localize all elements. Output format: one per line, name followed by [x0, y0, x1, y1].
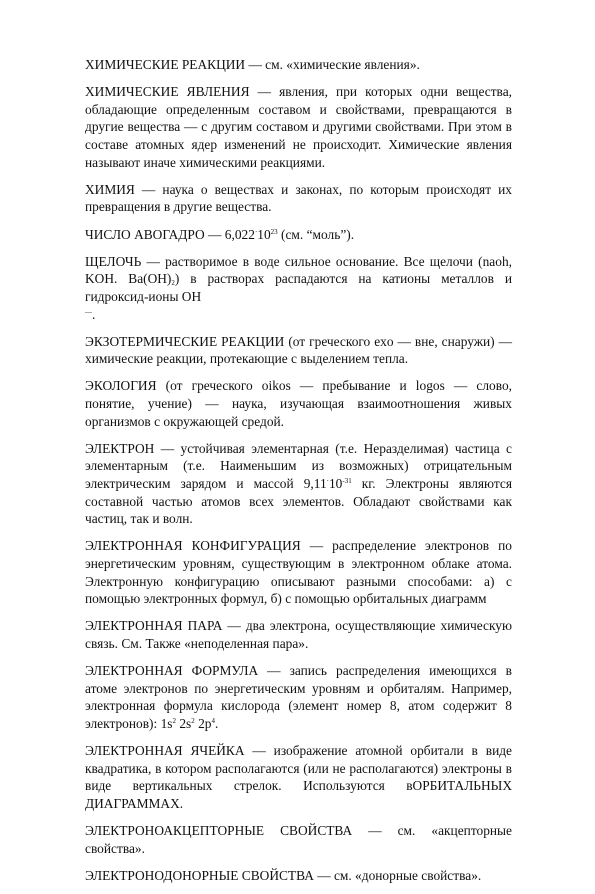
entry-electron-donor: ЭЛЕКТРОНОДОНОРНЫЕ СВОЙСТВА — см. «донорные свойства».	[85, 867, 482, 883]
electron-text-1: ЭЛЕКТРОН — устойчивая элементарная (т.е. Неразделимая) частица с элементарным (т.е. Наименьшим из возможных) отрицательным электрическим зарядом и массой 9,11	[85, 440, 512, 492]
entry-chemical-phenomena: ХИМИЧЕСКИЕ ЯВЛЕНИЯ — явления, при которых одни вещества, обладающие определенным составом и свойствами, превращаются в другие вещества — с другим составом и другими свойствами. При этом в составе атомных ядер изменений не происходит. Химические явления называют иначе химическими реакциями.	[85, 84, 512, 170]
entry-electron	[85, 440, 512, 528]
formula-2p: 2p	[194, 715, 212, 731]
entry-exothermic: ЭКЗОТЕРМИЧЕСКИЕ РЕАКЦИИ (от греческого exo — вне, снаружи) — химические реакции, протекающие с выделением тепла.	[85, 333, 512, 367]
alkali-subscript: 2	[171, 279, 175, 288]
avogadro-dot: ·	[254, 227, 258, 236]
avogadro-prefix: ЧИСЛО АВОГАДРО — 6,022	[85, 226, 255, 242]
electron-dot: ·	[326, 477, 329, 486]
entry-electron-pair: ЭЛЕКТРОННАЯ ПАРА — два электрона, осуществляющие химическую связь. См. Также «неподеленная пара».	[85, 618, 512, 651]
formula-2p-exp: 4	[211, 716, 216, 725]
alkali-text-2: ) в растворах распадаются на катионы металлов и гидроксид-ионы ОН	[85, 271, 513, 304]
electron-exponent: -31	[342, 477, 352, 486]
electron-base: 10	[328, 476, 343, 492]
formula-end: .	[215, 715, 219, 731]
avogadro-exponent: 23	[270, 227, 278, 236]
document-page	[85, 56, 512, 894]
entry-electron-cell	[85, 742, 512, 812]
entry-avogadro-number	[85, 226, 512, 244]
cell-text-1: ЭЛЕКТРОННАЯ ЯЧЕЙКА — изображение атомной орбитали в виде квадратика, в котором располагаются (или не располагаются) электроны в виде вертикальных стрелок. Используются в	[85, 743, 512, 794]
formula-2s: 2s	[176, 715, 192, 731]
alkali-text-1: ЩЕЛОЧЬ — растворимое в воде сильное основание. Все щелочи (naoh, KOH. Ba(OH)	[85, 253, 512, 287]
entry-ecology: ЭКОЛОГИЯ (от греческого oikos — пребывание и logos — слово, понятие, учение) — наука, изучающая взаимоотношения живых организмов с окружающей средой.	[85, 378, 512, 429]
formula-text: ЭЛЕКТРОННАЯ ФОРМУЛА — запись распределения имеющихся в атоме электронов по энергетическим уровням и орбиталям. Например, электронная формула кислорода (элемент номер 8, атом содержит 8 электронов):	[85, 663, 512, 731]
formula-1s-exp: 2	[172, 716, 176, 725]
cell-text-2: ОРБИТАЛЬНЫХ ДИАГРАММАХ.	[85, 778, 512, 811]
formula-1s: 1s	[160, 715, 173, 731]
alkali-superscript: —	[85, 307, 92, 316]
formula-2s-exp: 2	[191, 716, 195, 725]
avogadro-base: 10	[257, 226, 271, 242]
entry-electron-formula	[85, 662, 512, 732]
entry-electron-acceptor: ЭЛЕКТРОНОАКЦЕПТОРНЫЕ СВОЙСТВА — см. «акцепторные свойства».	[85, 823, 512, 856]
entry-chemical-reactions: ХИМИЧЕСКИЕ РЕАКЦИИ — см. «химические явления».	[85, 57, 420, 72]
entry-electron-configuration: ЭЛЕКТРОННАЯ КОНФИГУРАЦИЯ — распределение электронов по энергетическим уровням, существующим в электронном облаке атома. Электронную конфигурацию описывают разными способами: а) с помощью электронных формул, б) с помощью орбитальных диаграмм	[85, 538, 512, 607]
avogadro-suffix: (см. “моль”).	[277, 226, 355, 242]
alkali-text-3: .	[92, 306, 96, 322]
entry-alkali	[85, 253, 512, 323]
entry-chemistry: ХИМИЯ — наука о веществах и законах, по которым происходят их превращения в другие вещества.	[85, 181, 512, 215]
electron-text-2: кг. Электроны являются составной частью атомов всех элементов. Обладают свойствами как частиц, так и волн.	[85, 476, 512, 527]
